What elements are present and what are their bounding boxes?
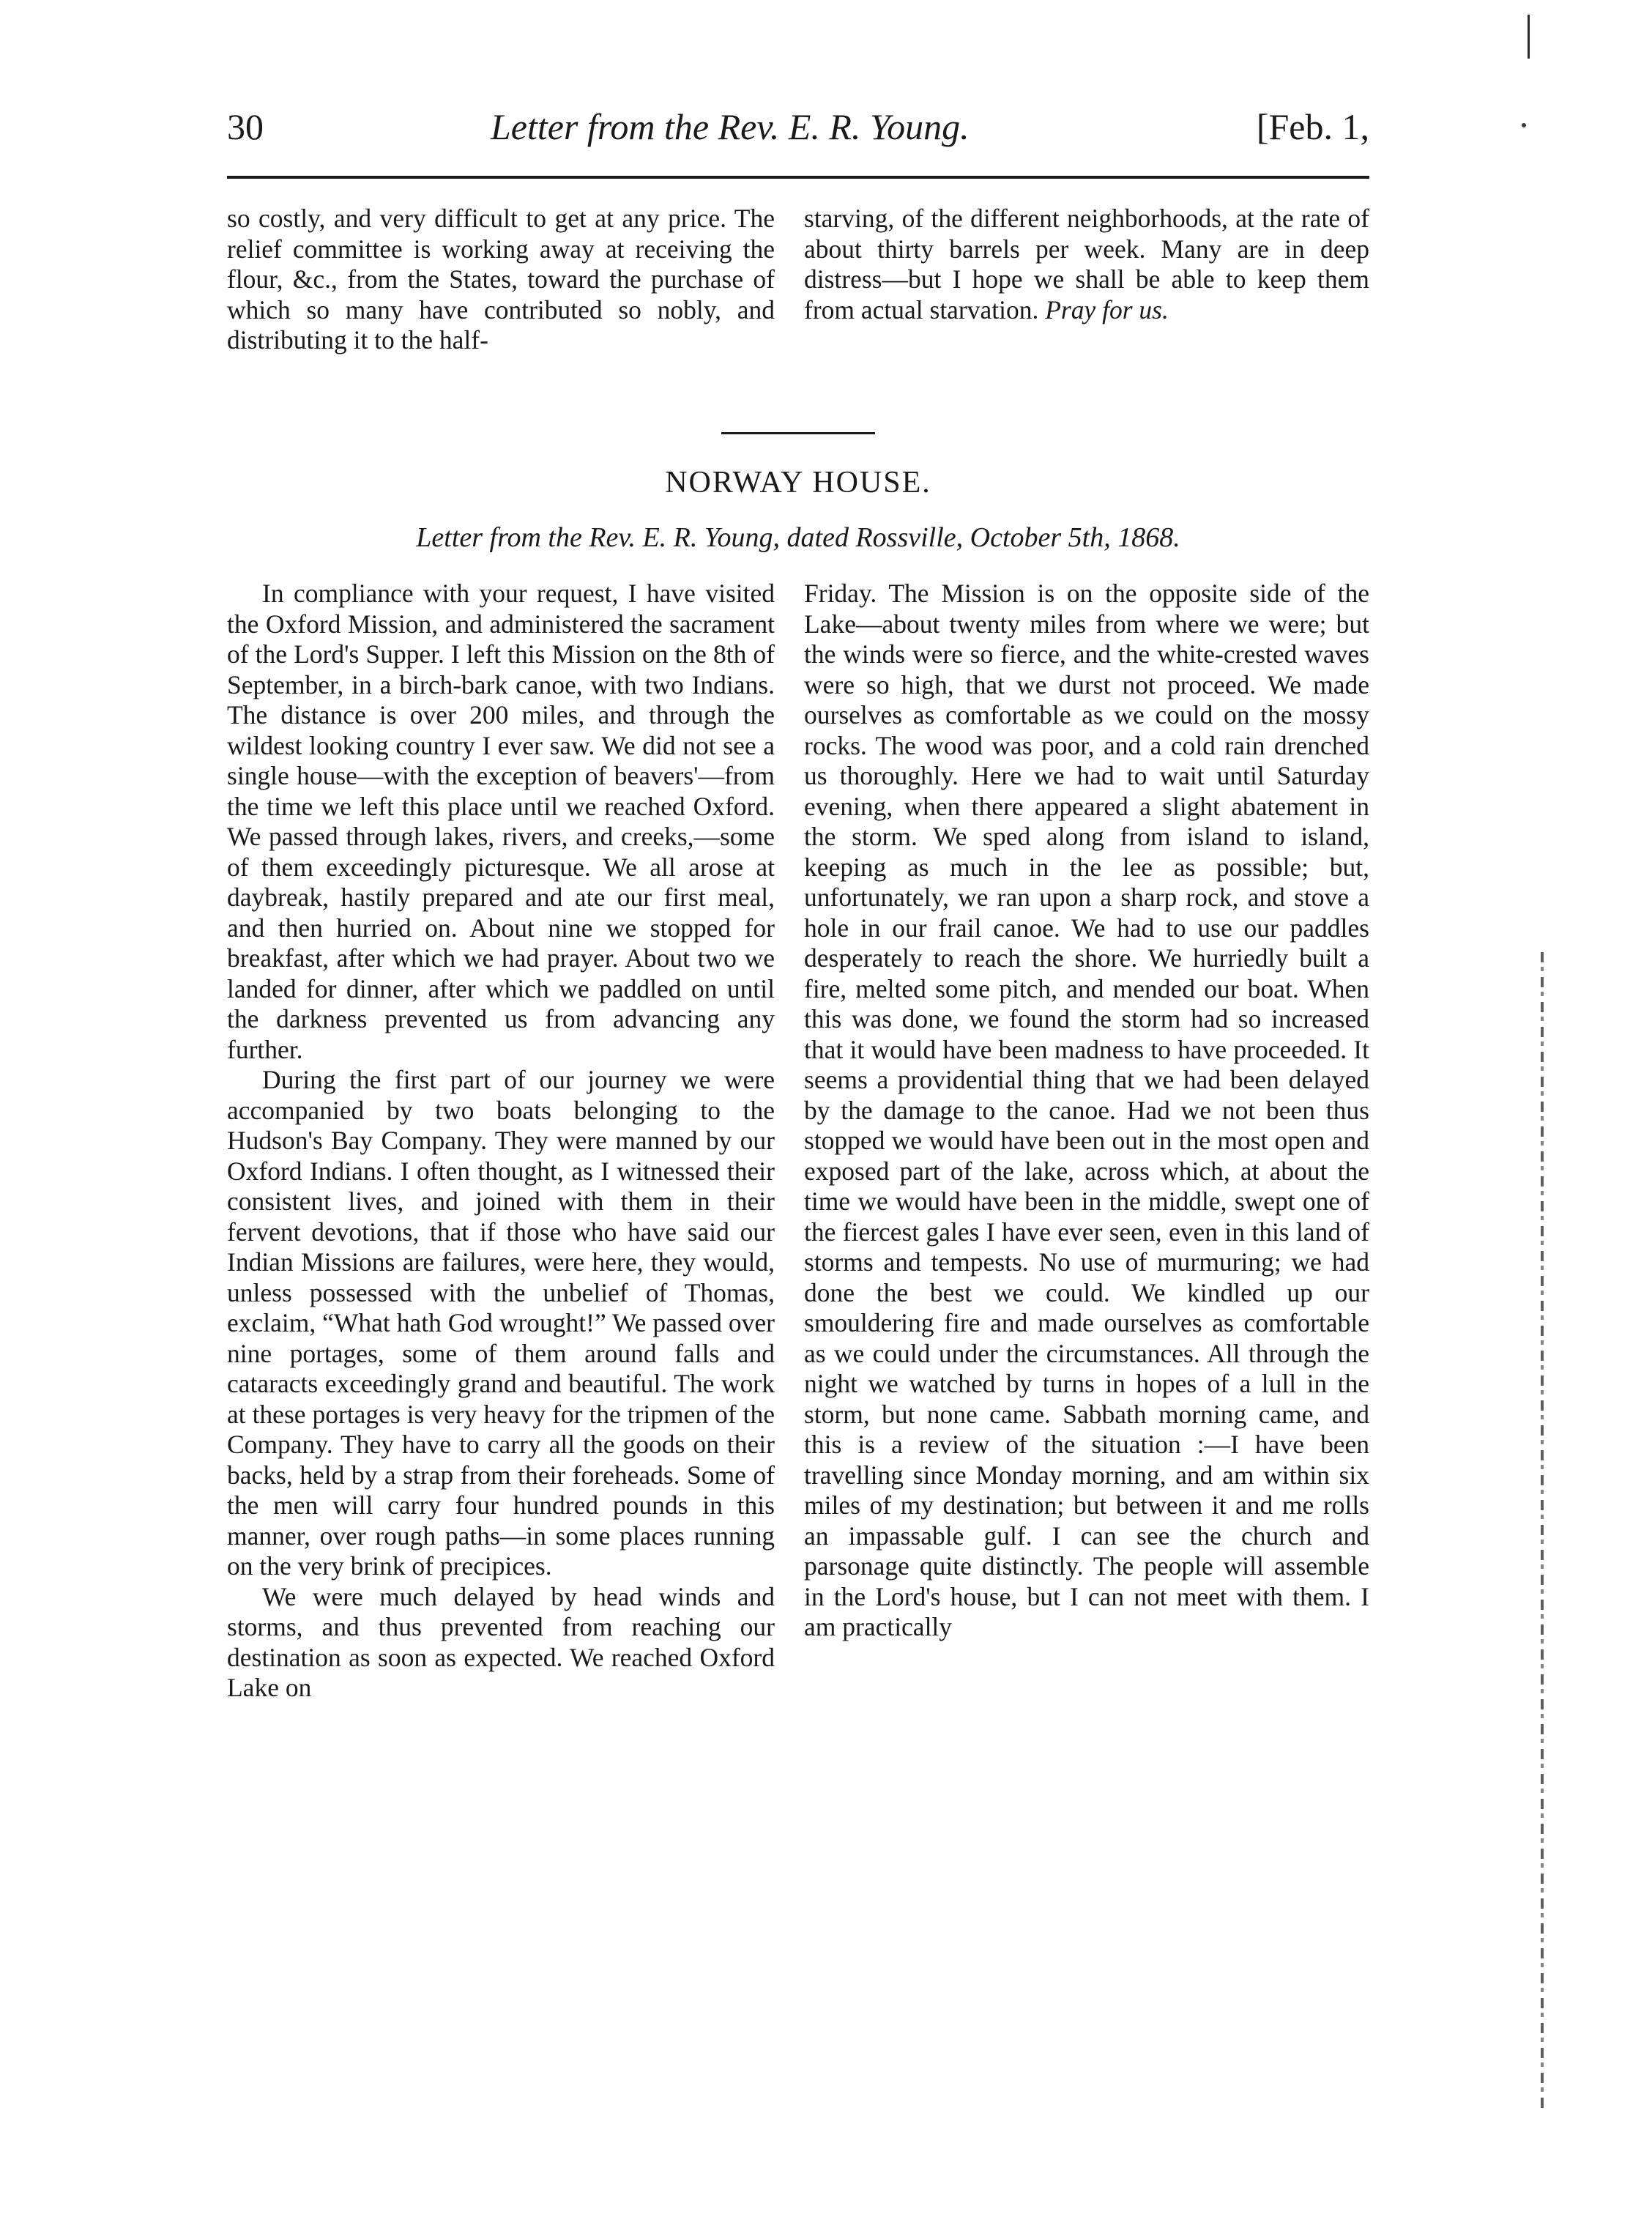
article-paragraph: We were much delayed by head winds and storms, and thus prevented from reaching our destination as soon as expected. We reached Oxford Lake on	[227, 1581, 775, 1702]
running-title: Letter from the Rev. E. R. Young.	[491, 106, 970, 147]
continued-right-paragraph	[804, 204, 1369, 325]
margin-scan-mark	[1528, 15, 1530, 59]
margin-scan-dot	[1522, 123, 1526, 127]
header-rule	[227, 176, 1369, 179]
article-paragraph: In compliance with your request, I have visited the Oxford Mission, and administered the sacrament of the Lord's Supper. I left this Mission on the 8th of September, in a birch-bark canoe, with two Indians. The distance is over 200 miles, and through the wildest looking country I ever saw. We did not see a single house—with the exception of beavers'—from the time we left this place until we reached Oxford. We passed through lakes, rivers, and creeks,—some of them exceedingly picturesque. We all arose at daybreak, hastily prepared and ate our first meal, and then hurried on. About nine we stopped for breakfast, after which we had prayer. About two we landed for dinner, after which we paddled on until the darkness prevented us from advancing any further.	[227, 579, 775, 1064]
section-subtitle: Letter from the Rev. E. R. Young, dated Rossville, October 5th, 1868.	[416, 522, 1180, 553]
article-paragraph: During the first part of our journey we were accompanied by two boats belonging to the Hudson's Bay Company. They were manned by our Oxford Indians. I often thought, as I witnessed their consistent lives, and joined with them in their fervent devotions, that if those who have said our Indian Missions are failures, were here, they would, unless possessed with the unbelief of Thomas, exclaim, “What hath God wrought!” We passed over nine portages, some of them around falls and cataracts exceedingly grand and beautiful. The work at these portages is very heavy for the tripmen of the Company. They have to carry all the goods on their backs, held by a strap from their foreheads. Some of the men will carry four hundred pounds in this manner, over rough paths—in some places running on the very brink of precipices.	[227, 1065, 775, 1581]
continued-right-text: starving, of the different neighborhoods, at the rate of about thirty barrels per week. Many are in deep distress—but I hope we shall be able to keep them from actual starvation.	[804, 204, 1369, 324]
article-left-column	[227, 579, 775, 1704]
article-paragraph: Friday. The Mission is on the opposite side of the Lake—about twenty miles from where we were; but the winds were so fierce, and the white-crested waves were so high, that we durst not proceed. We made ourselves as comfortable as we could on the mossy rocks. The wood was poor, and a cold rain drenched us thoroughly. Here we had to wait until Saturday evening, when there appeared a slight abatement in the storm. We sped along from island to island, keeping as much in the lee as possible; but, unfortunately, we ran upon a sharp rock, and stove a hole in our frail canoe. We had to use our paddles desperately to reach the shore. We hurriedly built a fire, melted some pitch, and mended our boat. When this was done, we found the storm had so increased that it would have been madness to have proceeded. It seems a providential thing that we had been delayed by the damage to the canoe. Had we not been thus stopped we would have been out in the most open and exposed part of the lake, across which, at about the time we would have been in the middle, swept one of the fiercest gales I have ever seen, even in this land of storms and tempests. No use of murmuring; we had done the best we could. We kindled up our smouldering fire and made ourselves as comfortable as we could under the circumstances. All through the night we watched by turns in hopes of a lull in the storm, but none came. Sabbath morning came, and this is a review of the situation :—I have been travelling since Monday morning, and am within six miles of my destination; but between it and me rolls an impassable gulf. I can see the church and parsonage quite distinctly. The people will assemble in the Lord's house, but I can not meet with them. I am practically	[804, 579, 1369, 1641]
continued-left-column	[227, 204, 775, 356]
page-number: 30	[227, 106, 264, 147]
continued-right-emphasis: Pray for us.	[1045, 294, 1169, 324]
article-right-column	[804, 579, 1369, 1643]
margin-scan-artifact	[1541, 952, 1544, 2109]
issue-date: [Feb. 1,	[1256, 106, 1369, 147]
continued-left-text: so costly, and very difficult to get at any price. The relief committee is working away at receiving the flour, &c., from the States, toward the purchase of which so many have contributed so nobly, and distributing it to the half-	[227, 204, 775, 354]
section-divider	[721, 432, 875, 434]
continued-right-column	[804, 204, 1369, 325]
section-title: NORWAY HOUSE.	[665, 466, 931, 500]
running-head	[227, 94, 1369, 160]
